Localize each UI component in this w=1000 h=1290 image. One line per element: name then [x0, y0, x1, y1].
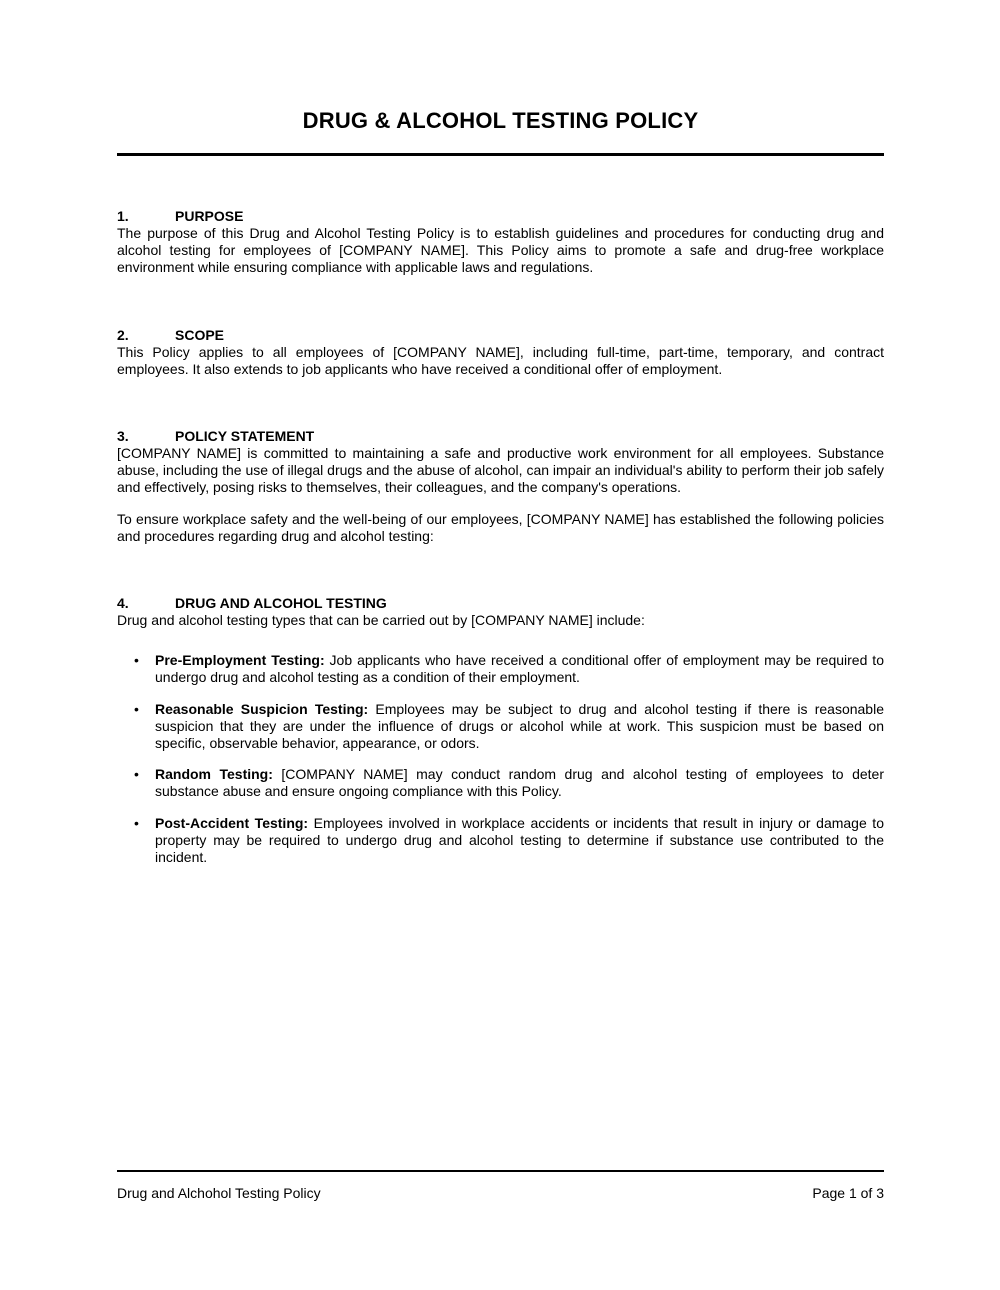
- section-number-2: 2.: [117, 326, 129, 343]
- footer-divider: [117, 1170, 884, 1172]
- section-4-paragraph-1: Drug and alcohol testing types that can be carried out by [COMPANY NAME] include:: [117, 612, 645, 629]
- list-item-text: Employees involved in workplace accidents or incidents that result in injury or damage to property may be required to undergo drug and alcohol testing to determine if substance use contributed to the incident.: [155, 814, 884, 866]
- list-item-label: Post-Accident Testing:: [155, 814, 309, 831]
- footer-row: [117, 1185, 884, 1202]
- bullet-icon: •: [134, 652, 139, 669]
- section-heading-4: [117, 595, 884, 612]
- bullet-icon: •: [134, 814, 139, 831]
- section-number-1: 1.: [117, 208, 129, 224]
- section-heading-1: [117, 208, 884, 225]
- bullet-icon: •: [134, 766, 139, 783]
- list-item: [117, 766, 884, 800]
- section-heading-3: [117, 428, 884, 445]
- list-item: [117, 815, 884, 867]
- section-1-paragraph-1: The purpose of this Drug and Alcohol Testing Policy is to establish guidelines and procedures for conducting drug and alcohol testing for employees of [COMPANY NAME]. This Policy aims to promote a safe and drug-free workplace environment while ensuring compliance with applicable laws and regulations.: [117, 225, 884, 276]
- section-heading-2: [117, 327, 884, 344]
- section-label-1: PURPOSE: [175, 208, 244, 224]
- footer-page-number: Page 1 of 3: [812, 1184, 884, 1201]
- section-2-paragraph-1: This Policy applies to all employees of [COMPANY NAME], including full-time, part-time, temporary, and contract employees. It also extends to job applicants who have received a conditional offer of employment.: [117, 343, 884, 377]
- list-item-text: Job applicants who have received a conditional offer of employment may be required to undergo drug and alcohol testing as a condition of their employment.: [155, 652, 884, 686]
- page-title: DRUG & ALCOHOL TESTING POLICY: [302, 108, 699, 133]
- section-label-4: DRUG AND ALCOHOL TESTING: [175, 595, 387, 612]
- section-number-3: 3.: [117, 428, 129, 445]
- title-divider: [117, 153, 884, 156]
- section-3-paragraph-1: [COMPANY NAME] is committed to maintaining a safe and productive work environment for all employees. Substance abuse, including the use of illegal drugs and the abuse of alcohol, can impair an individual's ability to perform their job safely and effectively, posing risks to themselves, their colleagues, and the company's operations.: [117, 445, 884, 496]
- list-item: [117, 652, 884, 686]
- section-3-paragraph-2: To ensure workplace safety and the well-being of our employees, [COMPANY NAME] has established the following policies and procedures regarding drug and alcohol testing:: [117, 510, 884, 544]
- page-footer: [117, 1170, 884, 1202]
- list-item-label: Reasonable Suspicion Testing:: [155, 700, 369, 717]
- document-content: [117, 0, 884, 866]
- list-item-text: [COMPANY NAME] may conduct random drug and alcohol testing of employees to deter substance abuse and ensure ongoing compliance with this Policy.: [155, 766, 884, 800]
- footer-document-name: Drug and Alchohol Testing Policy: [117, 1184, 321, 1201]
- section-label-2: SCOPE: [175, 326, 225, 343]
- list-item-label: Pre-Employment Testing:: [155, 652, 325, 669]
- list-item-text: Employees may be subject to drug and alcohol testing if there is reasonable suspicion that they are under the influence of drugs or alcohol while at work. This suspicion must be based on specific, observable behavior, appearance, or odors.: [155, 700, 884, 752]
- list-item: [117, 701, 884, 753]
- bullet-icon: •: [134, 700, 139, 717]
- section-label-3: POLICY STATEMENT: [175, 428, 315, 445]
- section-number-4: 4.: [117, 595, 129, 612]
- testing-types-list: [117, 652, 884, 866]
- list-item-label: Random Testing:: [155, 766, 273, 783]
